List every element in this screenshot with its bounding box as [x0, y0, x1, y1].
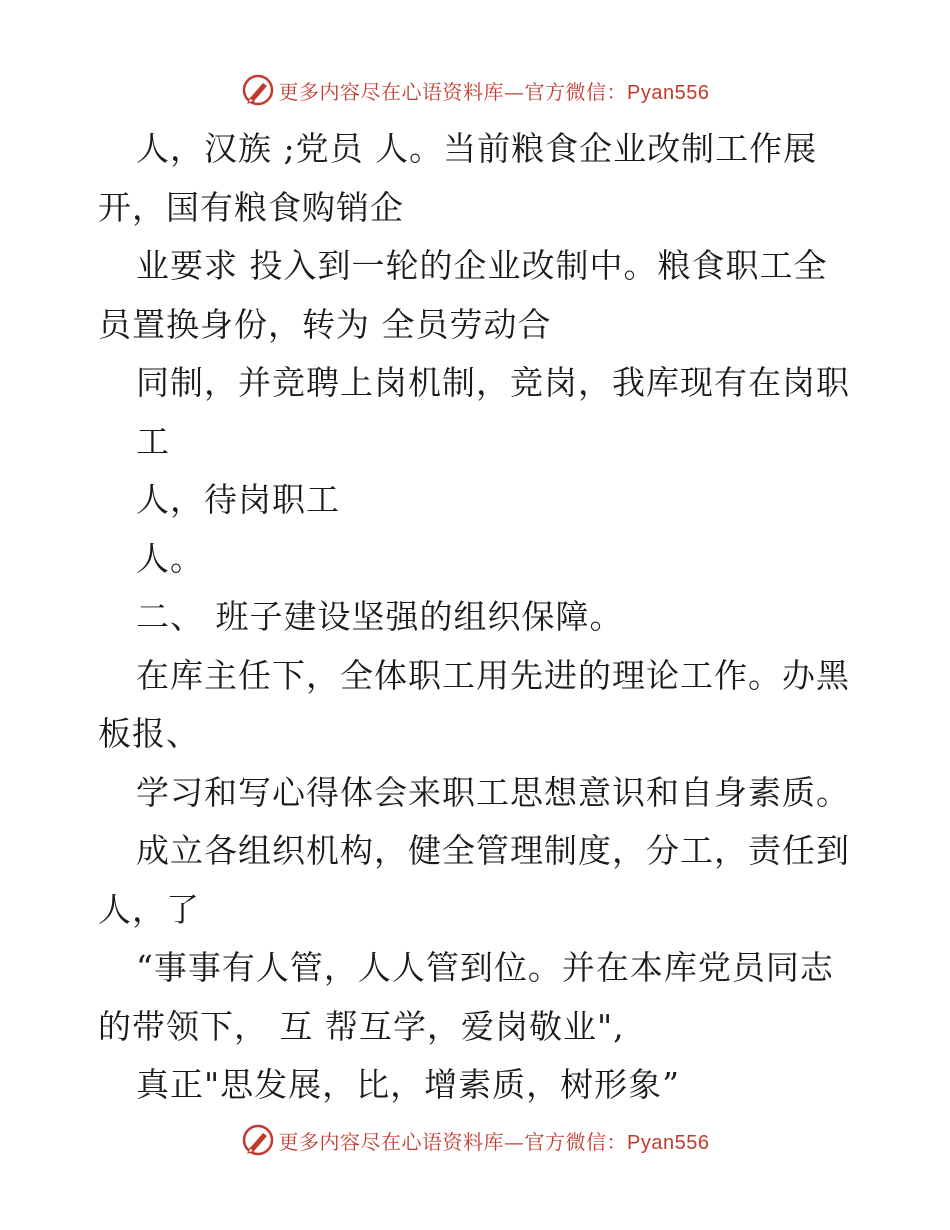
pen-logo-icon [241, 73, 275, 107]
footer-dash: — [504, 1129, 525, 1154]
header-wechat-text: 官方微信：Pyan556 [524, 81, 710, 104]
body-line: “事事有人管，人人管到位。并在本库党员同志 [136, 948, 834, 987]
body-line: 板报、 [98, 714, 200, 753]
header-banner-text: 更多内容尽在心语资料库 [278, 79, 505, 104]
body-line: 的带领下， 互 帮互学，爱岗敬业", [98, 1006, 625, 1046]
body-line: 真正"思发展，比，增素质，树形象” [136, 1065, 681, 1104]
document-body [98, 120, 858, 1115]
body-line: 在库主任下，全体职工用先进的理论工作。办黑 [136, 655, 850, 695]
body-line: 成立各组织机构，健全管理制度，分工，责任到 [136, 831, 850, 870]
body-line: 二、 班子建设坚强的组织保障。 [136, 597, 624, 636]
body-line: 人，了 [98, 889, 200, 929]
body-line: 员置换身份，转为 全员劳动合 [98, 304, 552, 344]
header-dash: — [504, 79, 525, 104]
footer-wechat-text: 官方微信：Pyan556 [524, 1131, 710, 1154]
body-line: 人。 [136, 538, 204, 578]
body-line: 人，待岗职工 [136, 480, 340, 519]
footer-banner [0, 1120, 950, 1160]
body-line: 工 [136, 421, 170, 461]
body-line: 同制，并竞聘上岗机制，竞岗，我库现有在岗职 [136, 363, 850, 402]
body-line: 开，国有粮食购销企 [98, 187, 404, 227]
header-banner [0, 70, 950, 110]
body-line: 人，汉族 ;党员 人。当前粮食企业改制工作展 [136, 129, 818, 168]
body-line: 业要求 投入到一轮的企业改制中。粮食职工全 [136, 246, 828, 285]
body-line: 学习和写心得体会来职工思想意识和自身素质。 [136, 772, 850, 812]
pen-logo-icon [241, 1123, 275, 1157]
footer-banner-text: 更多内容尽在心语资料库 [278, 1129, 505, 1154]
